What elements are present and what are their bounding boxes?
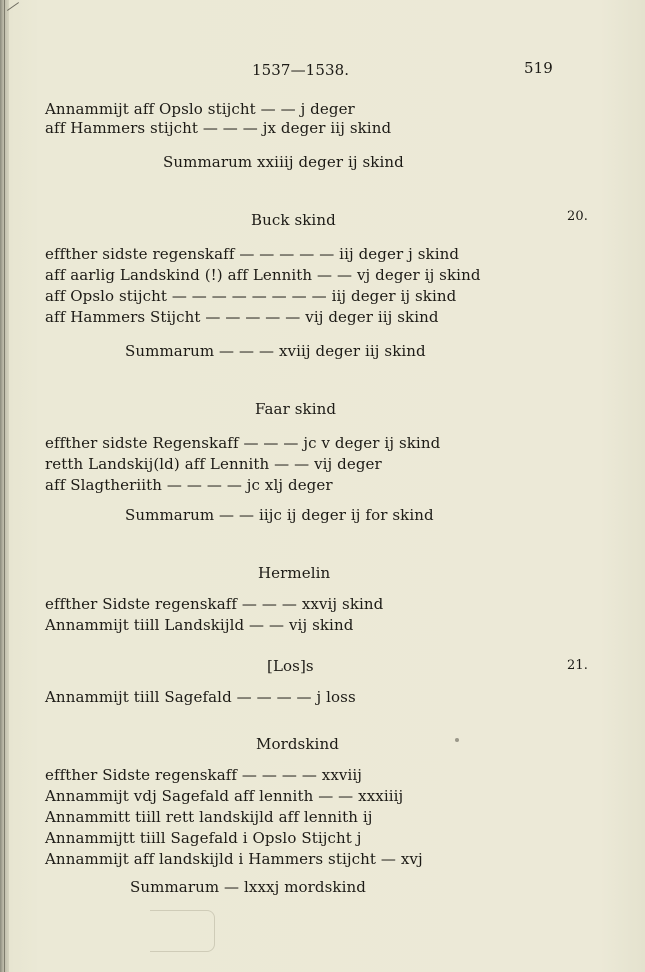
- entry-line: retth Landskij(ld) aff Lennith — — vij deger: [45, 455, 382, 473]
- sum-line: Summarum — lxxxj mordskind: [130, 878, 366, 896]
- entry-line: Annammijt tiill Sagefald — — — — j loss: [45, 688, 356, 706]
- entry-line: aff Hammers Stijcht — — — — — vij deger iij skind: [45, 308, 439, 326]
- entry-line: Annammijtt tiill Sagefald i Opslo Stijcht j: [45, 829, 362, 847]
- entry-line: aff Hammers stijcht — — — jx deger iij skind: [45, 119, 392, 137]
- sum-line: Summarum — — — xviij deger iij skind: [125, 342, 426, 360]
- section-heading: Buck skind: [251, 211, 336, 229]
- sum-line: Summarum — — iijc ij deger ij for skind: [125, 506, 434, 524]
- entry-line: effther sidste Regenskaff — — — jc v deger ij skind: [45, 434, 441, 452]
- section-heading: Hermelin: [258, 564, 331, 582]
- margin-note: 21.: [567, 658, 588, 673]
- entry-line: effther Sidste regenskaff — — — xxvij skind: [45, 595, 384, 613]
- entry-line: aff Opslo stijcht — — — — — — — — iij deger ij skind: [45, 287, 457, 305]
- entry-line: Annammijt aff Opslo stijcht — — j deger: [45, 100, 355, 118]
- entry-line: Annammitt tiill rett landskijld aff lennith ij: [45, 808, 373, 826]
- binding-crease: [4, 0, 5, 972]
- page-number: 519: [524, 59, 553, 77]
- sum-line: Summarum xxiiij deger ij skind: [163, 153, 404, 171]
- section-heading: Faar skind: [255, 400, 337, 418]
- page-tab-outline: [150, 910, 215, 952]
- entry-line: Annammijt tiill Landskijld — — vij skind: [45, 616, 354, 634]
- running-header-years: 1537—1538.: [252, 61, 350, 79]
- entry-line: effther Sidste regenskaff — — — — xxviij: [45, 766, 363, 784]
- entry-line: effther sidste regenskaff — — — — — iij deger j skind: [45, 245, 460, 263]
- entry-line: Annammijt vdj Sagefald aff lennith — — xxxiiij: [45, 787, 404, 805]
- ink-spot: [455, 738, 459, 742]
- section-heading: Mordskind: [256, 735, 339, 753]
- section-heading: [Los]s: [267, 657, 314, 675]
- entry-line: aff aarlig Landskind (!) aff Lennith — — vj deger ij skind: [45, 266, 481, 284]
- entry-line: aff Slagtheriith — — — — jc xlj deger: [45, 476, 333, 494]
- margin-note: 20.: [567, 209, 588, 224]
- entry-line: Annammijt aff landskijld i Hammers stijcht — xvj: [45, 850, 423, 868]
